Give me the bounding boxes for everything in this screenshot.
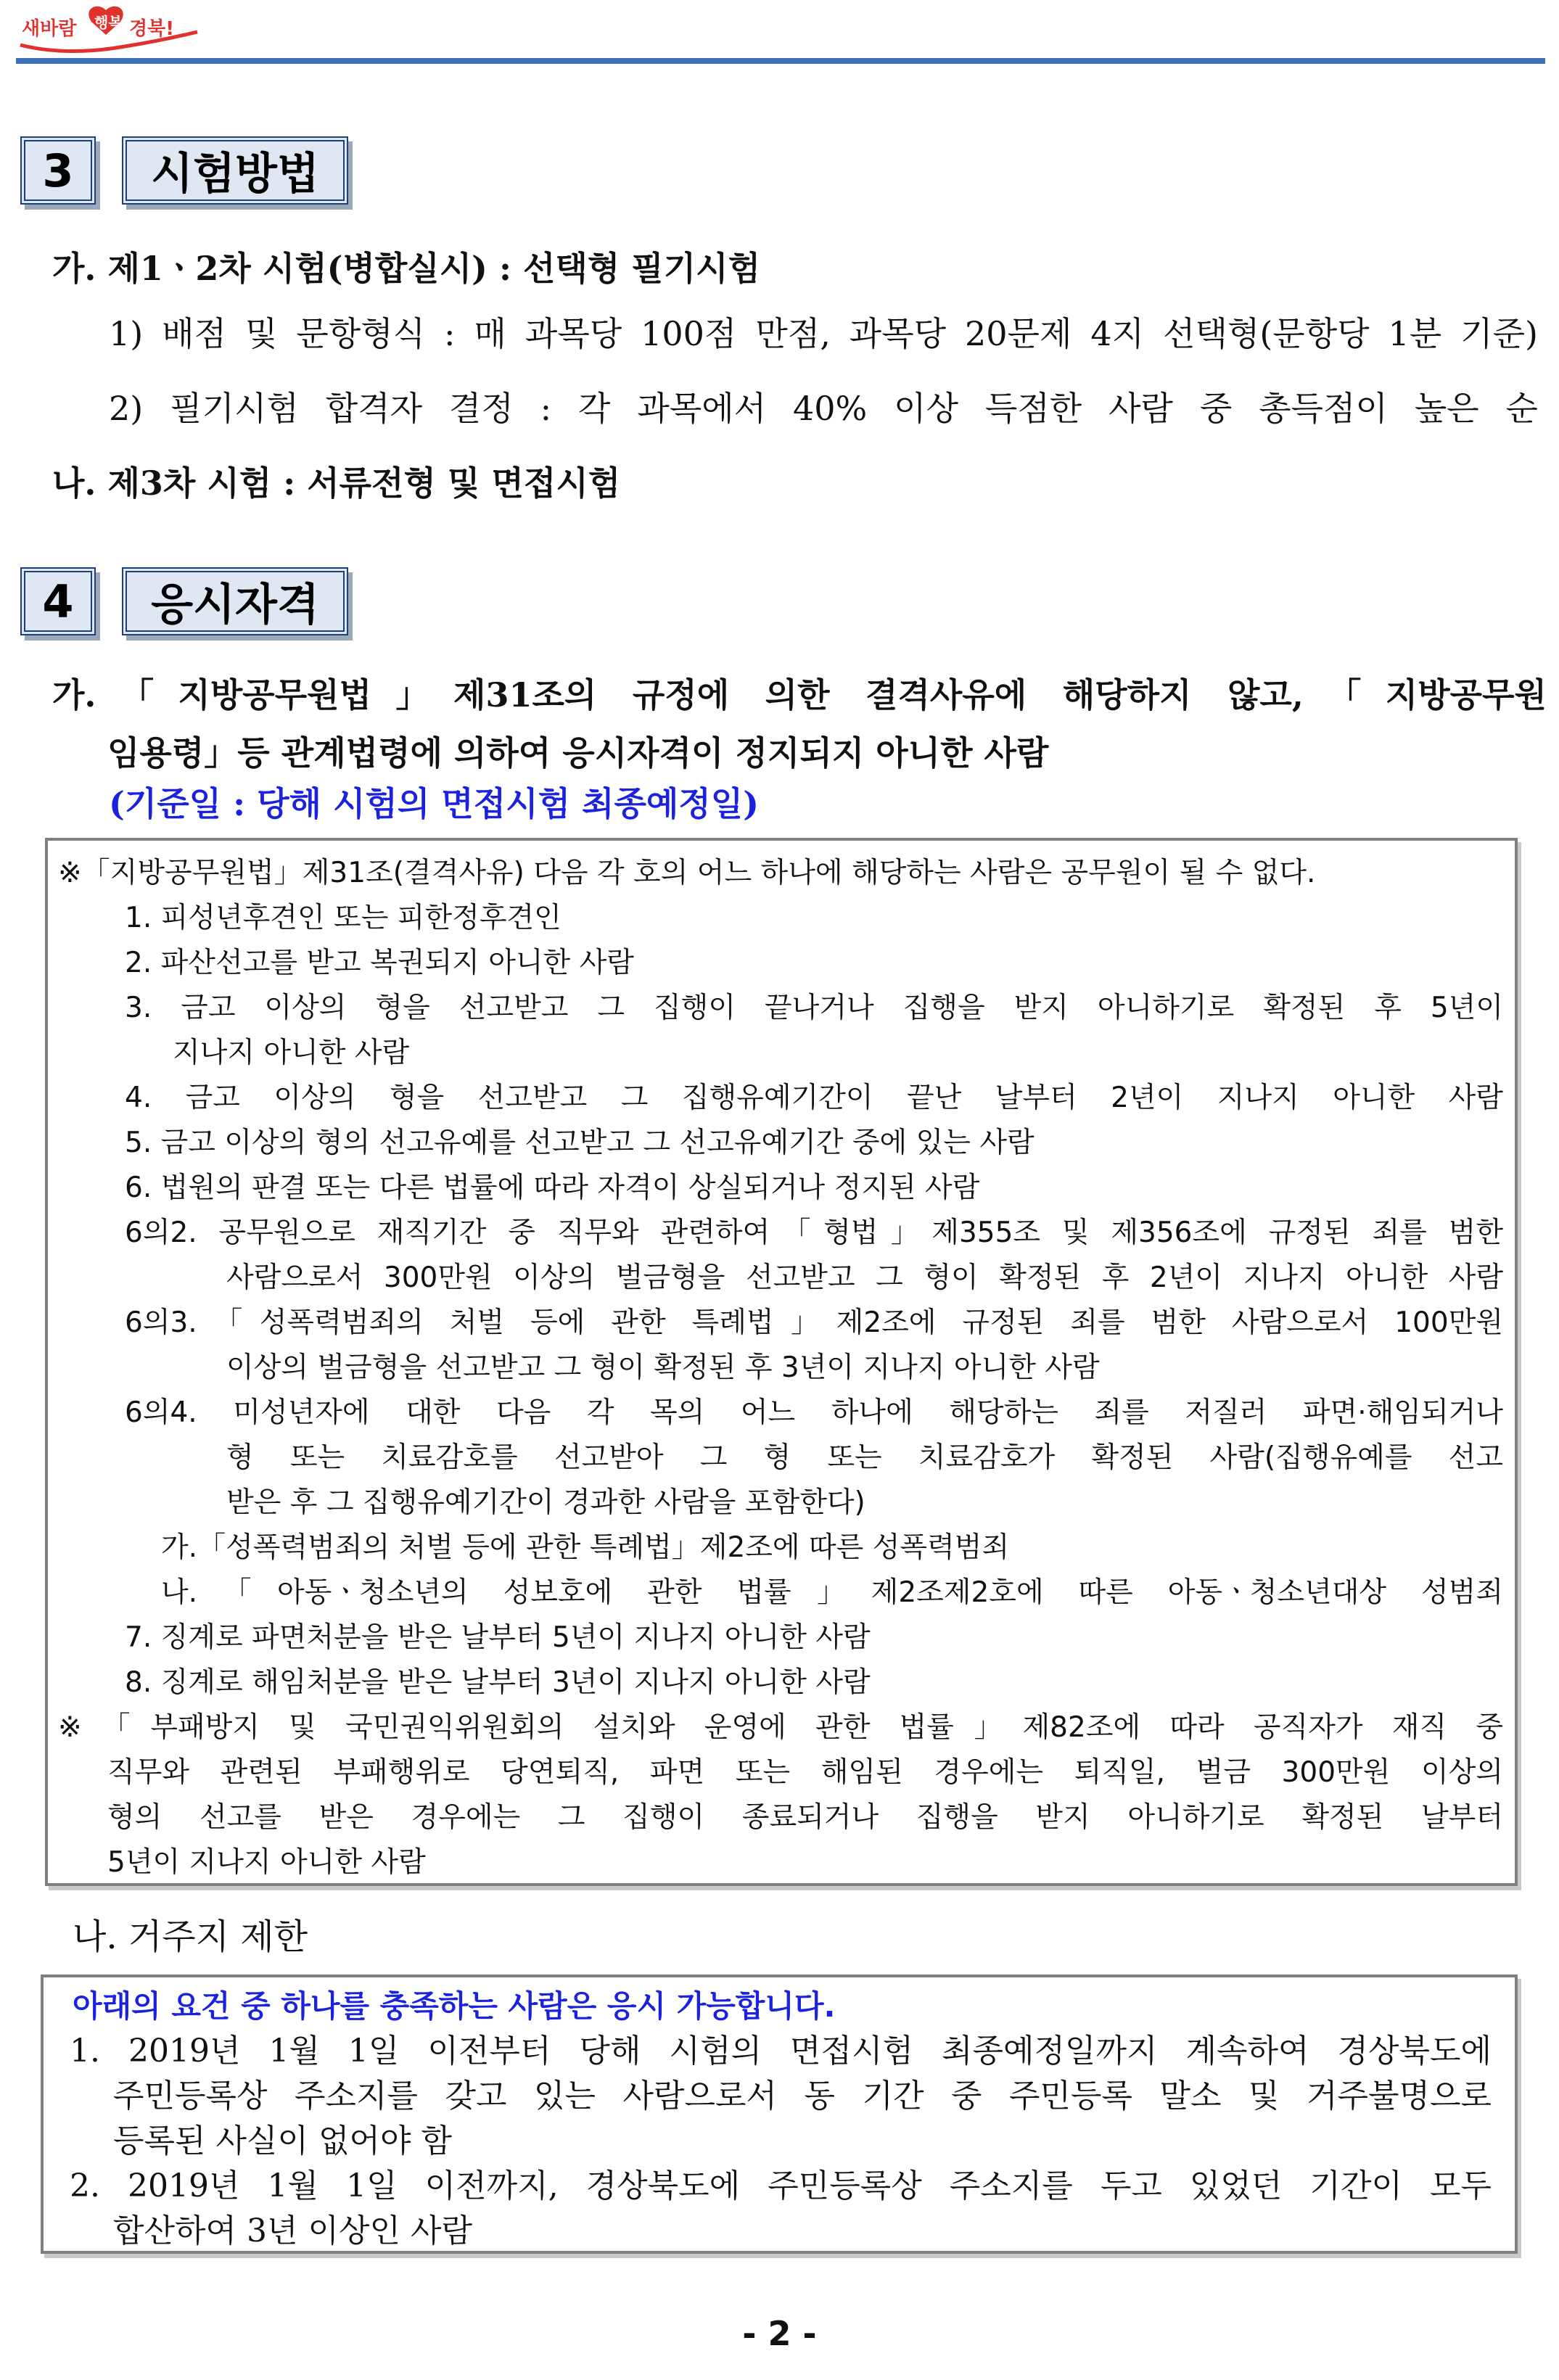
box1-line: 6의3.「성폭력범죄의 처벌 등에 관한 특례법」제2조에 규정된 죄를 범한 사람으로서 100만원 — [125, 1306, 1503, 1339]
exam-item-ga: 가. 제1ㆍ2차 시험(병합실시) : 선택형 필기시험 — [52, 249, 761, 288]
box1-line: 사람으로서 300만원 이상의 벌금형을 선고받고 그 형이 확정된 후 2년이 지나지 아니한 사람 — [226, 1261, 1503, 1294]
box1-line: 5. 금고 이상의 형의 선고유예를 선고받고 그 선고유예기간 중에 있는 사람 — [125, 1127, 1034, 1159]
box1-line: 형의 선고를 받은 경우에는 그 집행이 종료되거나 집행을 받지 아니하기로 확정된 날부터 — [107, 1801, 1503, 1834]
residence-line: 주민등록상 주소지를 갖고 있는 사람으로서 동 기간 중 주민등록 말소 및 거주불명으로 — [113, 2078, 1492, 2115]
residence-line: 등록된 사실이 없어야 함 — [113, 2122, 452, 2159]
box1-line: 직무와 관련된 부패행위로 당연퇴직, 파면 또는 해임된 경우에는 퇴직일, 벌금 300만원 이상의 — [107, 1756, 1503, 1789]
qualification-ga-line-2: 임용령」등 관계법령에 의하여 응시자격이 정지되지 아니한 사람 — [107, 733, 1049, 773]
section-title: 응시자격 — [122, 567, 348, 635]
box1-line: 8. 징계로 해임처분을 받은 날부터 3년이 지나지 아니한 사람 — [125, 1666, 871, 1699]
box1-line: 6의4. 미성년자에 대한 다음 각 목의 어느 하나에 해당하는 죄를 저질러 파면·해임되거나 — [125, 1396, 1503, 1429]
box1-line: 받은 후 그 집행유예기간이 경과한 사람을 포함한다) — [226, 1486, 865, 1519]
box1-line: 이상의 벌금형을 선고받고 그 형이 확정된 후 3년이 지나지 아니한 사람 — [226, 1351, 1100, 1384]
svg-text:새바람: 새바람 — [22, 18, 77, 40]
box1-line: 5년이 지나지 아니한 사람 — [107, 1846, 426, 1879]
box1-line: ※「부패방지 및 국민권익위원회의 설치와 운영에 관한 법률」제82조에 따라 공직자가 재직 중 — [58, 1711, 1503, 1744]
residence-line: 1. 2019년 1월 1일 이전부터 당해 시험의 면접시험 최종예정일까지 계속하여 경상북도에 — [70, 2033, 1492, 2070]
box1-line: 형 또는 치료감호를 선고받아 그 형 또는 치료감호가 확정된 사람(집행유예를 선고 — [226, 1441, 1503, 1474]
section-number: 3 — [20, 136, 96, 205]
header-rule — [16, 58, 1545, 64]
exam-item-na: 나. 제3차 시험 : 서류전형 및 면접시험 — [52, 464, 621, 503]
residence-heading: 나. 거주지 제한 — [73, 1916, 308, 1957]
box1-line: 3. 금고 이상의 형을 선고받고 그 집행이 끝나거나 집행을 받지 아니하기로 확정된 후 5년이 — [125, 992, 1503, 1024]
box1-line: 6의2. 공무원으로 재직기간 중 직무와 관련하여「형법」제355조 및 제356조에 규정된 죄를 범한 — [125, 1216, 1503, 1249]
section-title: 시험방법 — [122, 136, 348, 205]
box1-line: 1. 피성년후견인 또는 피한정후견인 — [125, 902, 562, 934]
page-number: - 2 - — [742, 2314, 817, 2353]
box1-line: ※「지방공무원법」제31조(결격사유) 다음 각 호의 어느 하나에 해당하는 사람은 공무원이 될 수 없다. — [58, 857, 1316, 889]
qualification-ga-line-1: 가.「지방공무원법」제31조의 규정에 의한 결격사유에 해당하지 않고,「지방공무원 — [52, 675, 1547, 715]
svg-text:경북!: 경북! — [129, 18, 175, 40]
exam-item-1: 1) 배점 및 문항형식 : 매 과목당 100점 만점, 과목당 20문제 4지 선택형(문항당 1분 기준) — [109, 314, 1538, 353]
reference-date-note: (기준일 : 당해 시험의 면접시험 최종예정일) — [109, 784, 759, 823]
box1-line: 나.「아동ㆍ청소년의 성보호에 관한 법률」제2조제2호에 따른 아동ㆍ청소년대상 성범죄 — [161, 1576, 1503, 1609]
box1-line: 2. 파산선고를 받고 복권되지 아니한 사람 — [125, 947, 634, 979]
residence-line: 2. 2019년 1월 1일 이전까지, 경상북도에 주민등록상 주소지를 두고 있었던 기간이 모두 — [70, 2167, 1492, 2204]
box1-line: 지나지 아니한 사람 — [173, 1037, 410, 1069]
svg-text:행복: 행복 — [94, 14, 123, 31]
gyeongbuk-logo — [16, 3, 205, 57]
box1-line: 7. 징계로 파면처분을 받은 날부터 5년이 지나지 아니한 사람 — [125, 1621, 871, 1654]
residence-line: 합산하여 3년 이상인 사람 — [113, 2212, 472, 2249]
section-number: 4 — [20, 567, 96, 635]
box1-line: 4. 금고 이상의 형을 선고받고 그 집행유예기간이 끝난 날부터 2년이 지나지 아니한 사람 — [125, 1082, 1503, 1114]
residence-intro: 아래의 요건 중 하나를 충족하는 사람은 응시 가능합니다. — [73, 1988, 836, 2024]
box1-line: 가.「성폭력범죄의 처벌 등에 관한 특례법」제2조에 따른 성폭력범죄 — [161, 1531, 1010, 1564]
box1-line: 6. 법원의 판결 또는 다른 법률에 따라 자격이 상실되거나 정지된 사람 — [125, 1172, 980, 1204]
exam-item-2: 2) 필기시험 합격자 결정 : 각 과목에서 40% 이상 득점한 사람 중 총득점이 높은 순 — [109, 389, 1538, 428]
